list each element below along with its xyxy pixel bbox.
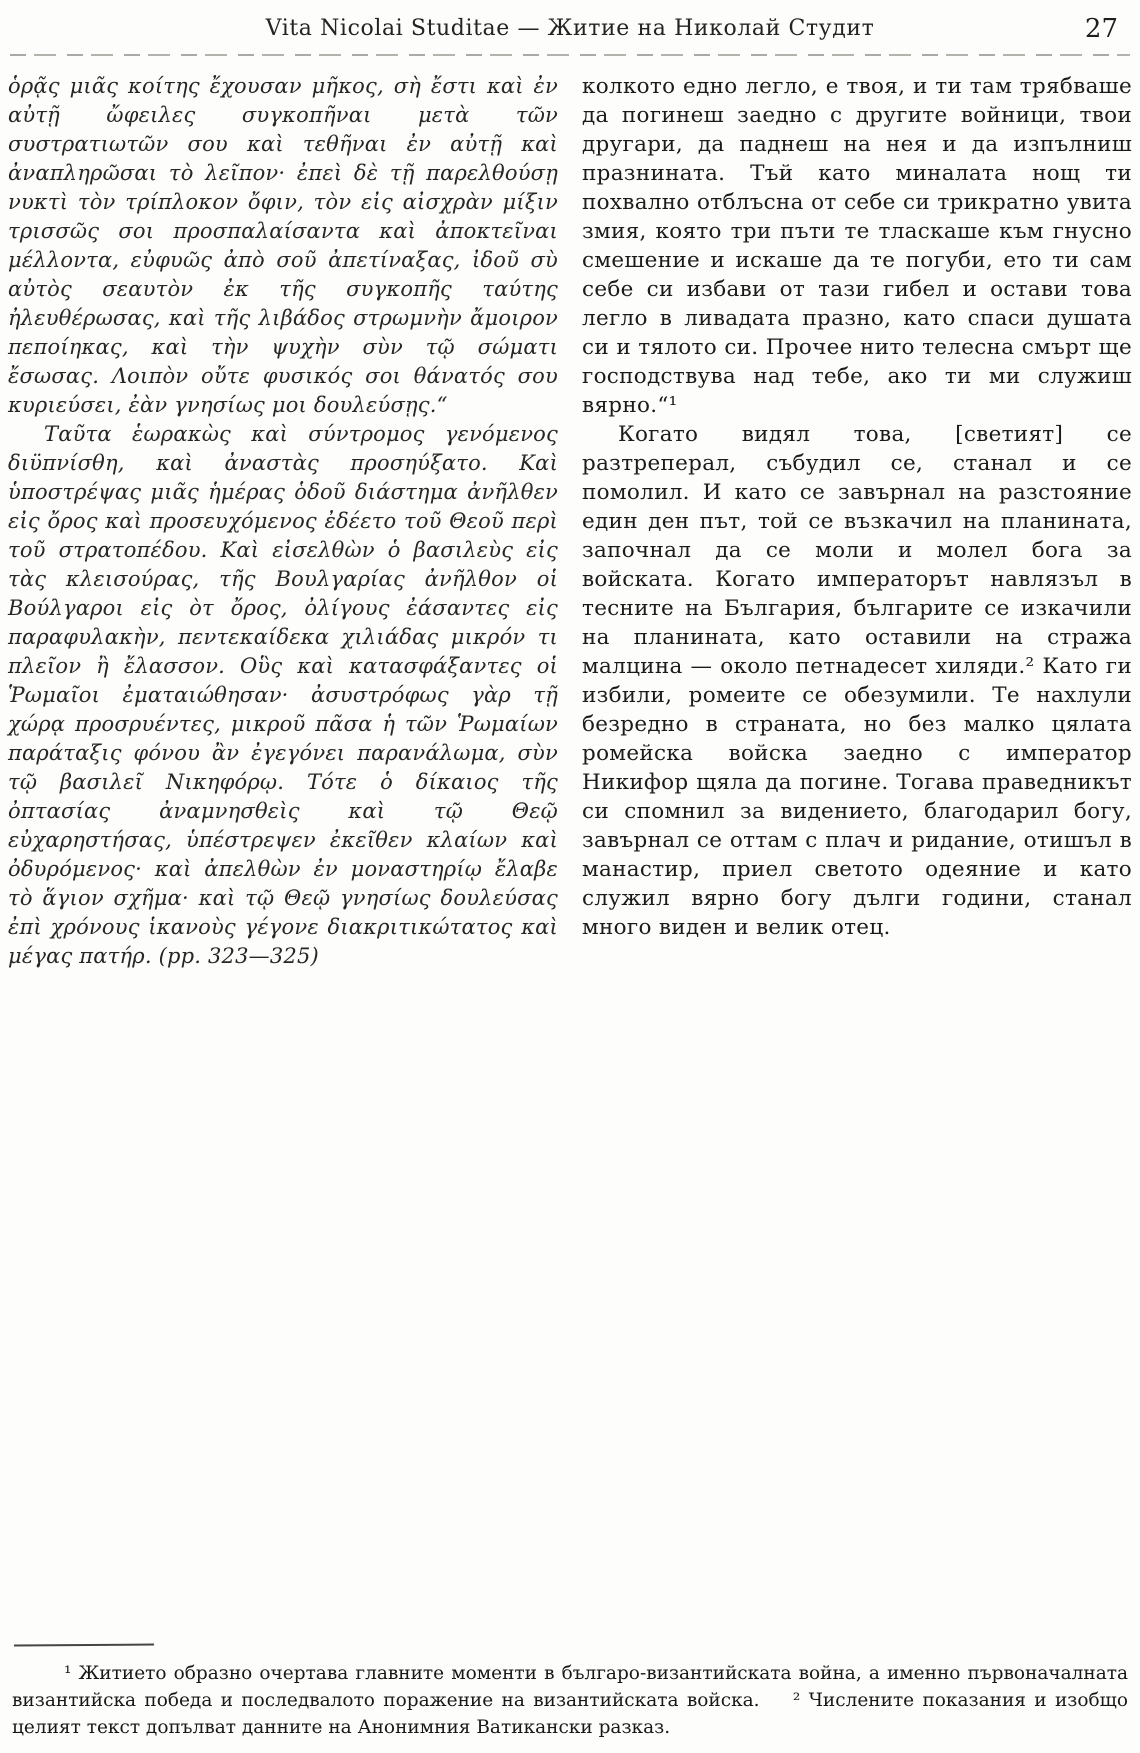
footnotes-block — [8, 1644, 1132, 1745]
footnote-separator — [14, 1644, 154, 1647]
footnote-2: ² Числените показания и изобщо целият текст допълват данните на Анонимния Ватикански разказ. — [12, 1690, 1128, 1738]
bulgarian-paragraph-1: колкото едно легло, е твоя, и ти там трябваше да погинеш заедно с другите войници, твои другари, да паднеш на нея и да изпълниш празнината. Тъй като миналата нощ ти похвално отблъсна от себе си трикратно увита змия, която три пъти те тласкаше към гнусно смешение и искаше да те погуби, ето ти сам себе си избави от тази гибел и остави това легло в ливадата празно, като спаси душата си и тялото си. Прочее нито телесна смърт ще господствува над тебе, ако ти ми служиш вярно.“¹ — [582, 74, 1132, 418]
running-head — [8, 14, 1132, 48]
header-rule — [10, 54, 1130, 56]
footnote-text — [12, 1660, 1128, 1741]
page-number: 27 — [1084, 14, 1118, 44]
bulgarian-paragraph-2: Когато видял това, [светият] се разтреперал, събудил се, станал и се помолил. И като се завърнал на разстояние един ден път, той се възкачил на планината, започнал да се моли и молел бога за войската. Когато императорът навлязъл в тесните на България, българите се изкачили на планината, като оставили на стража малцина — около петнадесет хиляди.² Като ги избили, ромеите се обезумили. Те нахлули безредно в страната, но без малко цялата ромейска войска заедно с император Никифор щяла да погине. Тогава праведникът си спомнил за видението, благодарил богу, завърнал се оттам с плач и ридание, отишъл в манастир, приел светото одеяние и като служил вярно богу дълги години, станал много виден и велик отец. — [582, 422, 1132, 940]
text-columns — [8, 72, 1132, 971]
greek-paragraph-1: ὁρᾷς μιᾶς κοίτης ἔχουσαν μῆκος, σὴ ἔστι καὶ ἐν αὐτῇ ὤφειλες συγκοπῆναι μετὰ τῶν συστρατιωτῶν σου καὶ τεθῆναι ἐν αὐτῇ καὶ ἀναπληρῶσαι τὸ λεῖπον· ἐπεὶ δὲ τῇ παρελθούσῃ νυκτὶ τὸν τρίπλοκον ὄφιν, τὸν εἰς αἰσχρὰν μίξιν τρισσῶς σοι προσπαλαίσαντα καὶ ἀποκτεῖναι μέλλοντα, εὐφυῶς ἀπὸ σοῦ ἀπετίναξας, ἰδοῦ σὺ αὐτὸς σεαυτὸν ἐκ τῆς συγκοπῆς ταύτης ἠλευθέρωσας, καὶ τῆς λιβάδος στρωμνὴν ἄμοιρον πεποίηκας, καὶ τὴν ψυχὴν σὺν τῷ σώματι ἔσωσας. Λοιπὸν οὔτε φυσικός σοι θάνατός σου κυριεύσει, ἐὰν γνησίως μοι δουλεύσῃς.“ — [8, 74, 558, 417]
bulgarian-column — [582, 72, 1132, 971]
footnote-1: ¹ Житието образно очертава главните моменти в българо-византийската война, а именно първоначалната византийска победа и последвалото поражение на византийската войска. — [12, 1663, 1128, 1711]
page-title: Vita Nicolai Studitae — Житие на Николай Студит — [265, 16, 875, 41]
greek-paragraph-2: Ταῦτα ἑωρακὼς καὶ σύντρομος γενόμενος διϋπνίσθη, καὶ ἀναστὰς προσηύξατο. Καὶ ὑποστρέψας μιᾶς ἡμέρας ὁδοῦ διάστημα ἀνῆλθεν εἰς ὄρος καὶ προσευχόμενος ἐδέετο τοῦ Θεοῦ περὶ τοῦ στρατοπέδου. Καὶ εἰσελθὼν ὁ βασιλεὺς εἰς τὰς κλεισούρας, τῆς Βουλγαρίας ἀνῆλθον οἱ Βούλγαροι εἰς ὸτ ὄρος, ὀλίγους ἐάσαντες εἰς παραφυλακὴν, πεντεκαίδεκα χιλιάδας μικρόν τι πλεῖον ἢ ἔλασσον. Οὓς καὶ κατασφάξαντες οἱ Ῥωμαῖοι ἐματαιώθησαν· ἀσυστρόφως γὰρ τῇ χώρᾳ προσρυέντες, μικροῦ πᾶσα ἡ τῶν Ῥωμαίων παράταξις φόνου ἂν ἐγεγόνει παρανάλωμα, σὺν τῷ βασιλεῖ Νικηφόρῳ. Τότε ὁ δίκαιος τῆς ὀπτασίας ἀναμνησθεὶς καὶ τῷ Θεῷ εὐχαρηστήσας, ὑπέστρεψεν ἐκεῖθεν κλαίων καὶ ὀδυρόμενος· καὶ ἀπελθὼν ἐν μοναστηρίῳ ἔλαβε τὸ ἅγιον σχῆμα· καὶ τῷ Θεῷ γνησίως δουλεύσας ἐπὶ χρόνους ἱκανοὺς γέγονε διακριτικώτατος καὶ μέγας πατήρ. (pp. 323—325) — [8, 422, 558, 968]
greek-column — [8, 72, 558, 971]
